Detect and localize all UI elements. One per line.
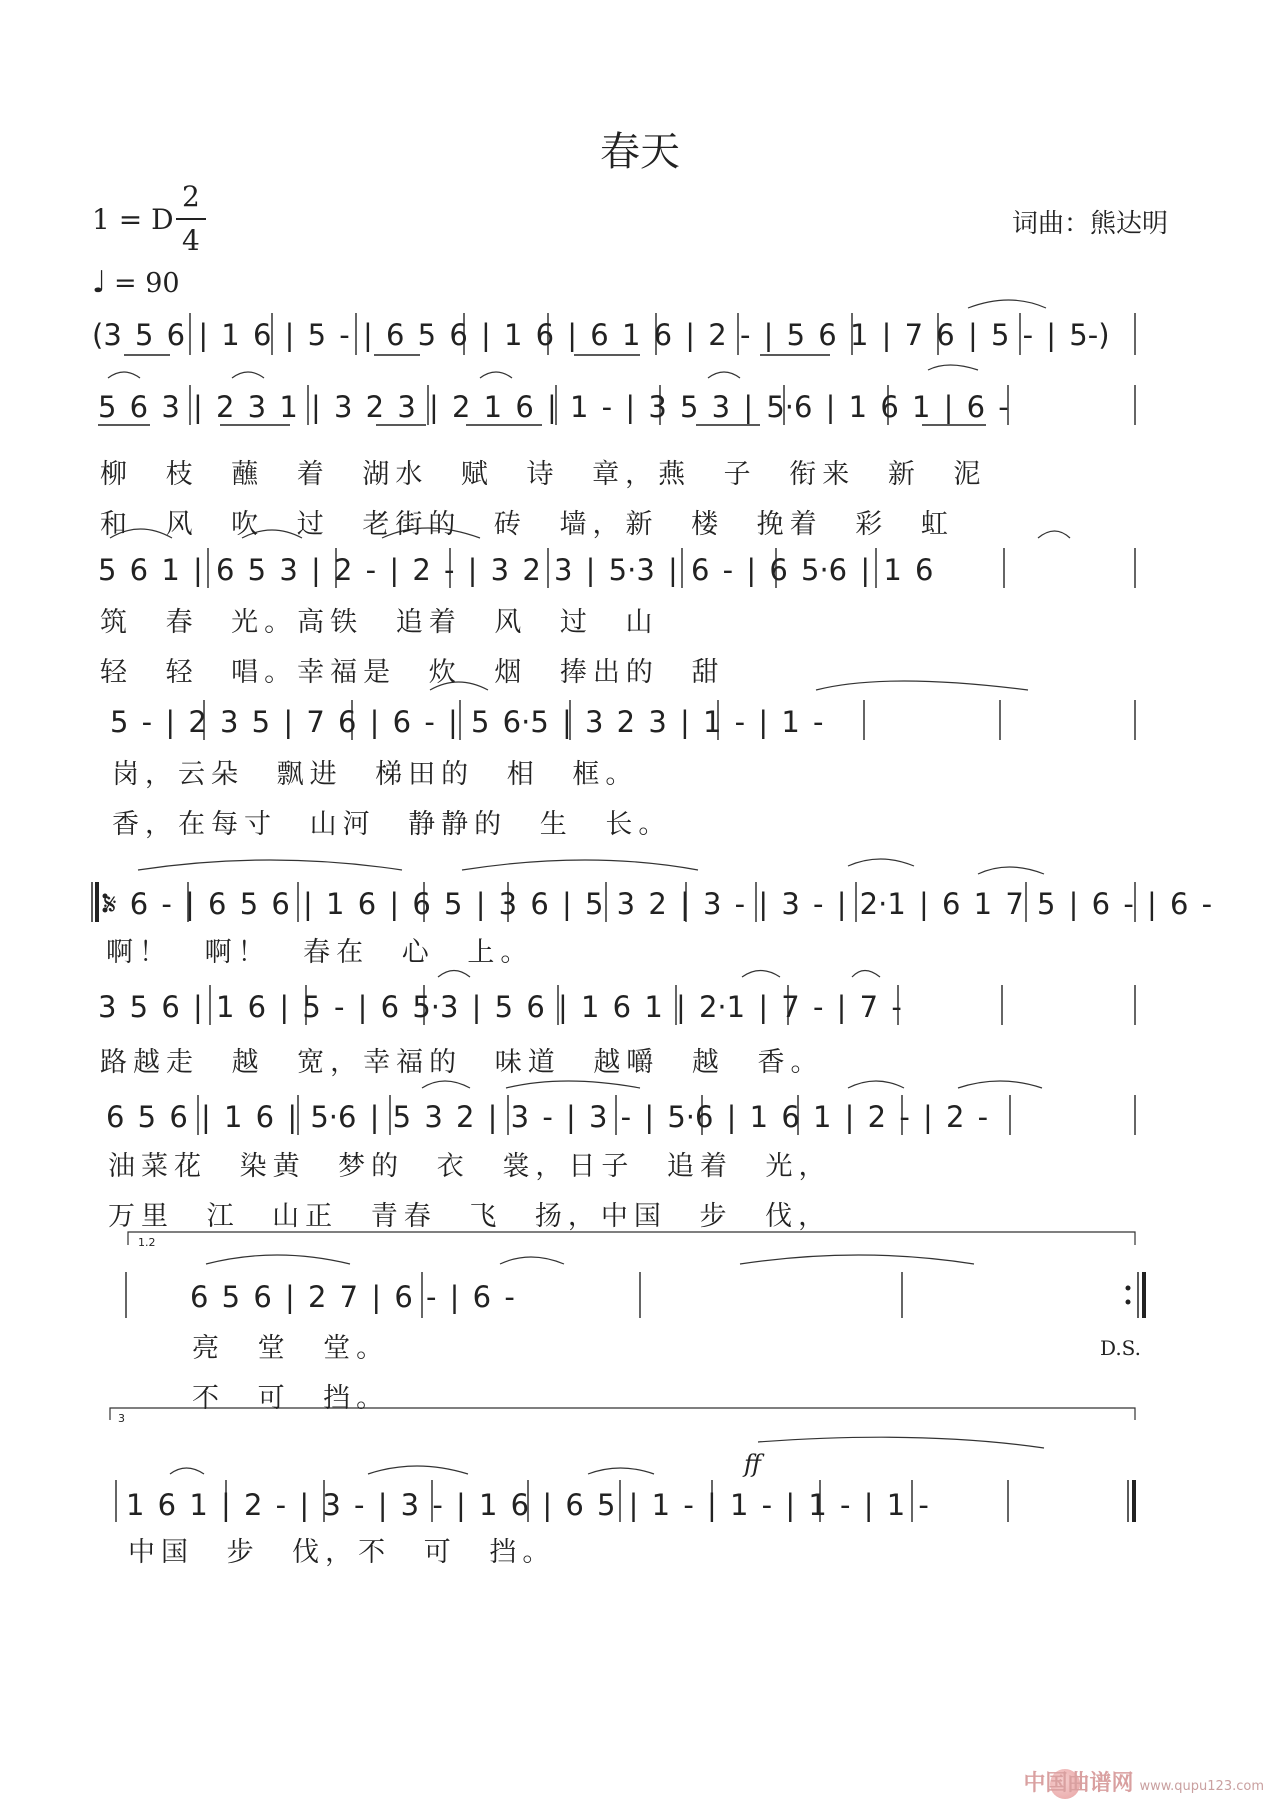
lyric-line-7-2: 万里 江 山正 青春 飞 扬，中国 步 伐， [108,1201,832,1232]
volta-label-3: 3 [118,1412,125,1425]
notation-row-4: 5 - | 2 3 5 | 7 6 | 6 - | 5 6·5 | 3 2 3 | 1 - | 1 - [110,705,824,739]
quarter-note-icon: ♩ [92,265,107,300]
notation-row-3: 5 6 1 | 6 5 3 | 2 - | 2 - | 3 2 3 | 5·3 | 6 - | 6 5·6 | 1 6 [98,553,934,587]
volta-label-1-2: 1.2 [138,1236,156,1249]
lyric-line-5-1: 啊！ 啊！ 春在 心 上。 [106,937,534,968]
lyric-line-8-1: 亮 堂 堂。 [192,1333,390,1364]
key-signature: 1 = D [92,203,174,236]
dal-segno-mark: D.S. [1100,1336,1142,1360]
tempo-marking: = 90 [114,268,180,299]
lyric-line-4-1: 岗，云朵 飘进 梯田的 相 框。 [112,759,639,790]
song-title: 春天 [600,129,680,175]
notation-row-7: 6 5 6 | 1 6 | 5·6 | 5 3 2 | 3 - | 3 - | 5·6 | 1 6 1 | 2 - | 2 - [106,1100,989,1134]
lyric-line-3-1: 筑 春 光。高铁 追着 风 过 山 [100,607,659,638]
composer-credit: 词曲：熊达明 [1011,209,1168,239]
notation-row-1: (3 5 6 | 1 6 | 5 - | 6 5 6 | 1 6 | 6 1 6 | 2 - | 5 6 1 | 7 6 | 5 - | 5-) [92,318,1110,352]
lyric-line-2-2: 和 风 吹 过 老街的 砖 墙，新 楼 挽着 彩 虹 [100,509,954,540]
lyric-line-2-1: 柳 枝 蘸 着 湖水 赋 诗 章，燕 子 衔来 新 泥 [100,459,987,490]
notation-row-5: 𝄋 6 - | 6 5 6 | 1 6 | 6 5 | 3 6 | 5 3 2 | 3 - | 3 - | 2·1 | 6 1 7 5 | 6 - | 6 - [104,887,1213,921]
lyric-line-3-2: 轻 轻 唱。幸福是 炊 烟 捧出的 甜 [100,657,725,688]
time-signature-denominator: 4 [182,224,200,257]
lyric-line-8-2: 不 可 挡。 [192,1383,390,1414]
notation-row-9: 1 6 1 | 2 - | 3 - | 3 - | 1 6 | 6 5 | 1 - | 1 - | 1 - | 1 - [126,1488,929,1522]
lyric-line-6-1: 路越走 越 宽，幸福的 味道 越嚼 越 香。 [100,1047,824,1078]
watermark [1023,1766,1264,1797]
lyric-line-7-1: 油菜花 染黄 梦的 衣 裳，日子 追着 光， [108,1151,832,1182]
notation-row-6: 3 5 6 | 1 6 | 5 - | 6 5·3 | 5 6 | 1 6 1 | 2·1 | 7 - | 7 - [98,990,902,1024]
watermark-site: 中国曲谱网 [1023,1771,1134,1796]
lyric-line-9-1: 中国 步 伐，不 可 挡。 [128,1537,556,1568]
dynamic-ff: ff [744,1450,762,1478]
time-signature-numerator: 2 [182,180,200,213]
notation-row-8: 6 5 6 | 2 7 | 6 - | 6 - [190,1280,515,1314]
notation-row-2: 5 6 3 | 2 3 1 | 3 2 3 | 2 1 6 | 1 - | 3 5 3 | 5·6 | 1 6 1 | 6 - [98,390,1009,424]
lyric-line-4-2: 香，在每寸 山河 静静的 生 长。 [112,809,672,840]
watermark-url: www.qupu123.com [1139,1779,1264,1794]
